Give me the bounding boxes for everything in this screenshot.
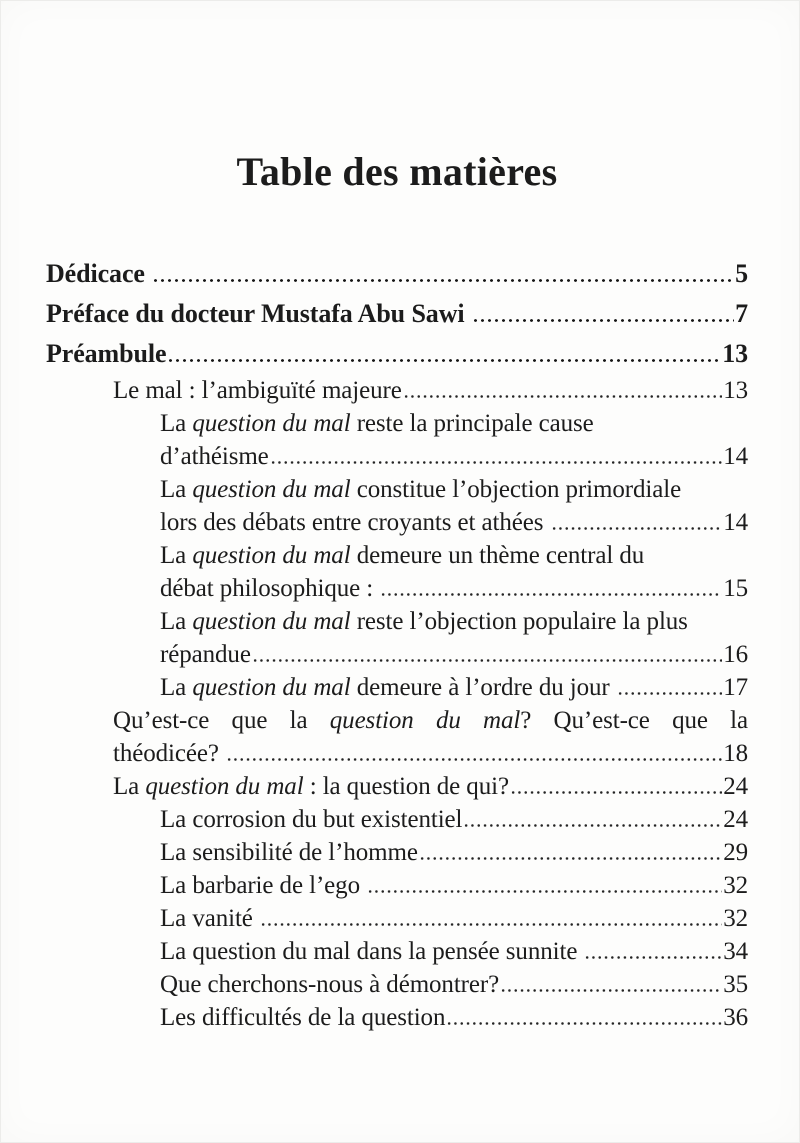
- toc-line: [46, 374, 748, 407]
- toc-entry-segment: lors des débats entre croyants et athées: [160, 509, 550, 536]
- toc-entry-italic-segment: question du mal: [192, 674, 351, 701]
- page-number: 16: [723, 641, 748, 668]
- toc-entry-segment: Que cherchons-nous à démontrer?: [160, 971, 500, 998]
- toc-line: [46, 704, 748, 737]
- page-number: 15: [723, 575, 748, 602]
- toc-line: [46, 473, 748, 506]
- dot-leader: [617, 671, 722, 704]
- dot-leader: [472, 294, 734, 334]
- toc-entry-text: [160, 935, 583, 968]
- toc-line: [46, 902, 748, 935]
- dot-leader: [510, 770, 722, 803]
- toc-entry-text: [160, 836, 418, 869]
- toc-entry-segment: demeure un thème central du: [350, 542, 645, 569]
- page-number: 35: [723, 971, 748, 998]
- toc-entry-text: [113, 737, 225, 770]
- page-title: Table des matières: [236, 149, 558, 194]
- page-number: 13: [723, 377, 748, 404]
- toc-line: [46, 605, 748, 638]
- page-number: 7: [735, 299, 748, 328]
- toc-entry-text: [113, 374, 402, 407]
- dot-leader: [260, 902, 722, 935]
- toc-entry-segment: Les difficultés de la question: [160, 1004, 446, 1031]
- dot-leader: [584, 935, 722, 968]
- toc-entry-text: [160, 605, 688, 638]
- toc-line: [46, 869, 748, 902]
- page-number: 24: [723, 806, 748, 833]
- dot-leader: [446, 1001, 722, 1034]
- page-number: 13: [722, 339, 748, 368]
- toc-line: [46, 440, 748, 473]
- dot-leader: [551, 506, 723, 539]
- toc-line: [46, 407, 748, 440]
- toc-entry-segment: La: [160, 476, 193, 503]
- toc-entry-text: [160, 539, 644, 572]
- toc-entry-text: [160, 638, 251, 671]
- toc-entry-text: [160, 803, 462, 836]
- toc-entry-text: [46, 254, 151, 294]
- toc-entry-segment: Le mal : l’ambiguïté majeure: [113, 377, 402, 404]
- toc-entry-segment: La: [160, 608, 193, 635]
- dot-leader: [167, 334, 721, 374]
- toc-line: [46, 968, 748, 1001]
- toc-entry-segment: La barbarie de l’ego: [160, 872, 367, 899]
- toc-entry-segment: d’athéisme: [160, 443, 269, 470]
- toc-entry-text: [46, 334, 166, 374]
- toc-entry-segment: La corrosion du but existentiel: [160, 806, 463, 833]
- toc-entry-segment: La: [113, 773, 146, 800]
- dot-leader: [252, 638, 722, 671]
- toc-entry-text: [160, 407, 594, 440]
- toc-entry-text: [160, 671, 616, 704]
- toc-line: [46, 294, 748, 334]
- toc-entry-italic-segment: question du mal: [145, 773, 304, 800]
- toc-line: [46, 935, 748, 968]
- toc-entry-text: [160, 506, 550, 539]
- toc-entry-text: [160, 902, 259, 935]
- toc-entry-italic-segment: question du mal: [192, 542, 351, 569]
- toc-entry-italic-segment: question du mal: [192, 476, 351, 503]
- dot-leader: [500, 968, 722, 1001]
- page-number: 17: [723, 674, 748, 701]
- dot-leader: [152, 254, 734, 294]
- toc-entry-segment: reste l’objection populaire la plus: [350, 608, 688, 635]
- toc-line: [46, 737, 748, 770]
- toc-entry-segment: Dédicace: [46, 259, 152, 288]
- toc-entry-text: [113, 707, 748, 734]
- toc-entry-segment: La sensibilité de l’homme: [160, 839, 418, 866]
- page-number: 14: [723, 509, 748, 536]
- page-number: 32: [723, 905, 748, 932]
- toc-entry-segment: répandue: [160, 641, 251, 668]
- toc-entry-segment: La vanité: [160, 905, 259, 932]
- dot-leader: [403, 374, 722, 407]
- toc-line: [46, 1001, 748, 1034]
- toc-entry-segment: débat philosophique :: [160, 575, 380, 602]
- dot-leader: [463, 803, 722, 836]
- toc-line: [46, 506, 748, 539]
- toc-entry-segment: Préambule: [46, 339, 167, 368]
- toc-entry-segment: ? Qu’est-ce que la: [520, 707, 749, 734]
- toc-entry-italic-segment: question du mal: [329, 707, 521, 734]
- page-number: 36: [723, 1004, 748, 1031]
- toc-entry-text: [160, 440, 269, 473]
- toc-entry-segment: La question du mal dans la pensée sunnite: [160, 938, 584, 965]
- toc-entry-text: [160, 968, 499, 1001]
- toc-entry-segment: La: [160, 410, 193, 437]
- page-number: 24: [723, 773, 748, 800]
- toc-entry-text: [160, 869, 366, 902]
- toc-line: [46, 334, 748, 374]
- toc-entry-segment: constitue l’objection primordiale: [350, 476, 682, 503]
- page-number: 18: [723, 740, 748, 767]
- table-of-contents: [46, 254, 748, 1034]
- toc-entry-segment: Qu’est-ce que la: [113, 707, 330, 734]
- toc-line: [46, 671, 748, 704]
- toc-entry-segment: reste la principale cause: [350, 410, 594, 437]
- toc-line: [46, 638, 748, 671]
- toc-entry-text: [113, 770, 509, 803]
- toc-line: [46, 254, 748, 294]
- toc-entry-italic-segment: question du mal: [192, 410, 351, 437]
- toc-entry-segment: La: [160, 542, 193, 569]
- dot-leader: [226, 737, 722, 770]
- toc-line: [46, 770, 748, 803]
- toc-line: [46, 836, 748, 869]
- dot-leader: [380, 572, 722, 605]
- toc-entry-text: [46, 294, 471, 334]
- page-number: 5: [735, 259, 748, 288]
- toc-line: [46, 803, 748, 836]
- toc-line: [46, 572, 748, 605]
- toc-entry-segment: La: [160, 674, 193, 701]
- toc-entry-segment: : la question de qui?: [303, 773, 509, 800]
- dot-leader: [419, 836, 722, 869]
- page-number: 29: [723, 839, 748, 866]
- toc-line: [46, 539, 748, 572]
- toc-entry-segment: demeure à l’ordre du jour: [350, 674, 616, 701]
- toc-entry-text: [160, 1001, 445, 1034]
- toc-entry-italic-segment: question du mal: [192, 608, 351, 635]
- dot-leader: [270, 440, 723, 473]
- toc-entry-text: [160, 572, 379, 605]
- page-number: 32: [723, 872, 748, 899]
- page-number: 34: [723, 938, 748, 965]
- toc-entry-text: [160, 473, 681, 506]
- toc-entry-segment: théodicée?: [113, 740, 226, 767]
- toc-entry-segment: Préface du docteur Mustafa Abu Sawi: [46, 299, 471, 328]
- page-number: 14: [723, 443, 748, 470]
- dot-leader: [367, 869, 722, 902]
